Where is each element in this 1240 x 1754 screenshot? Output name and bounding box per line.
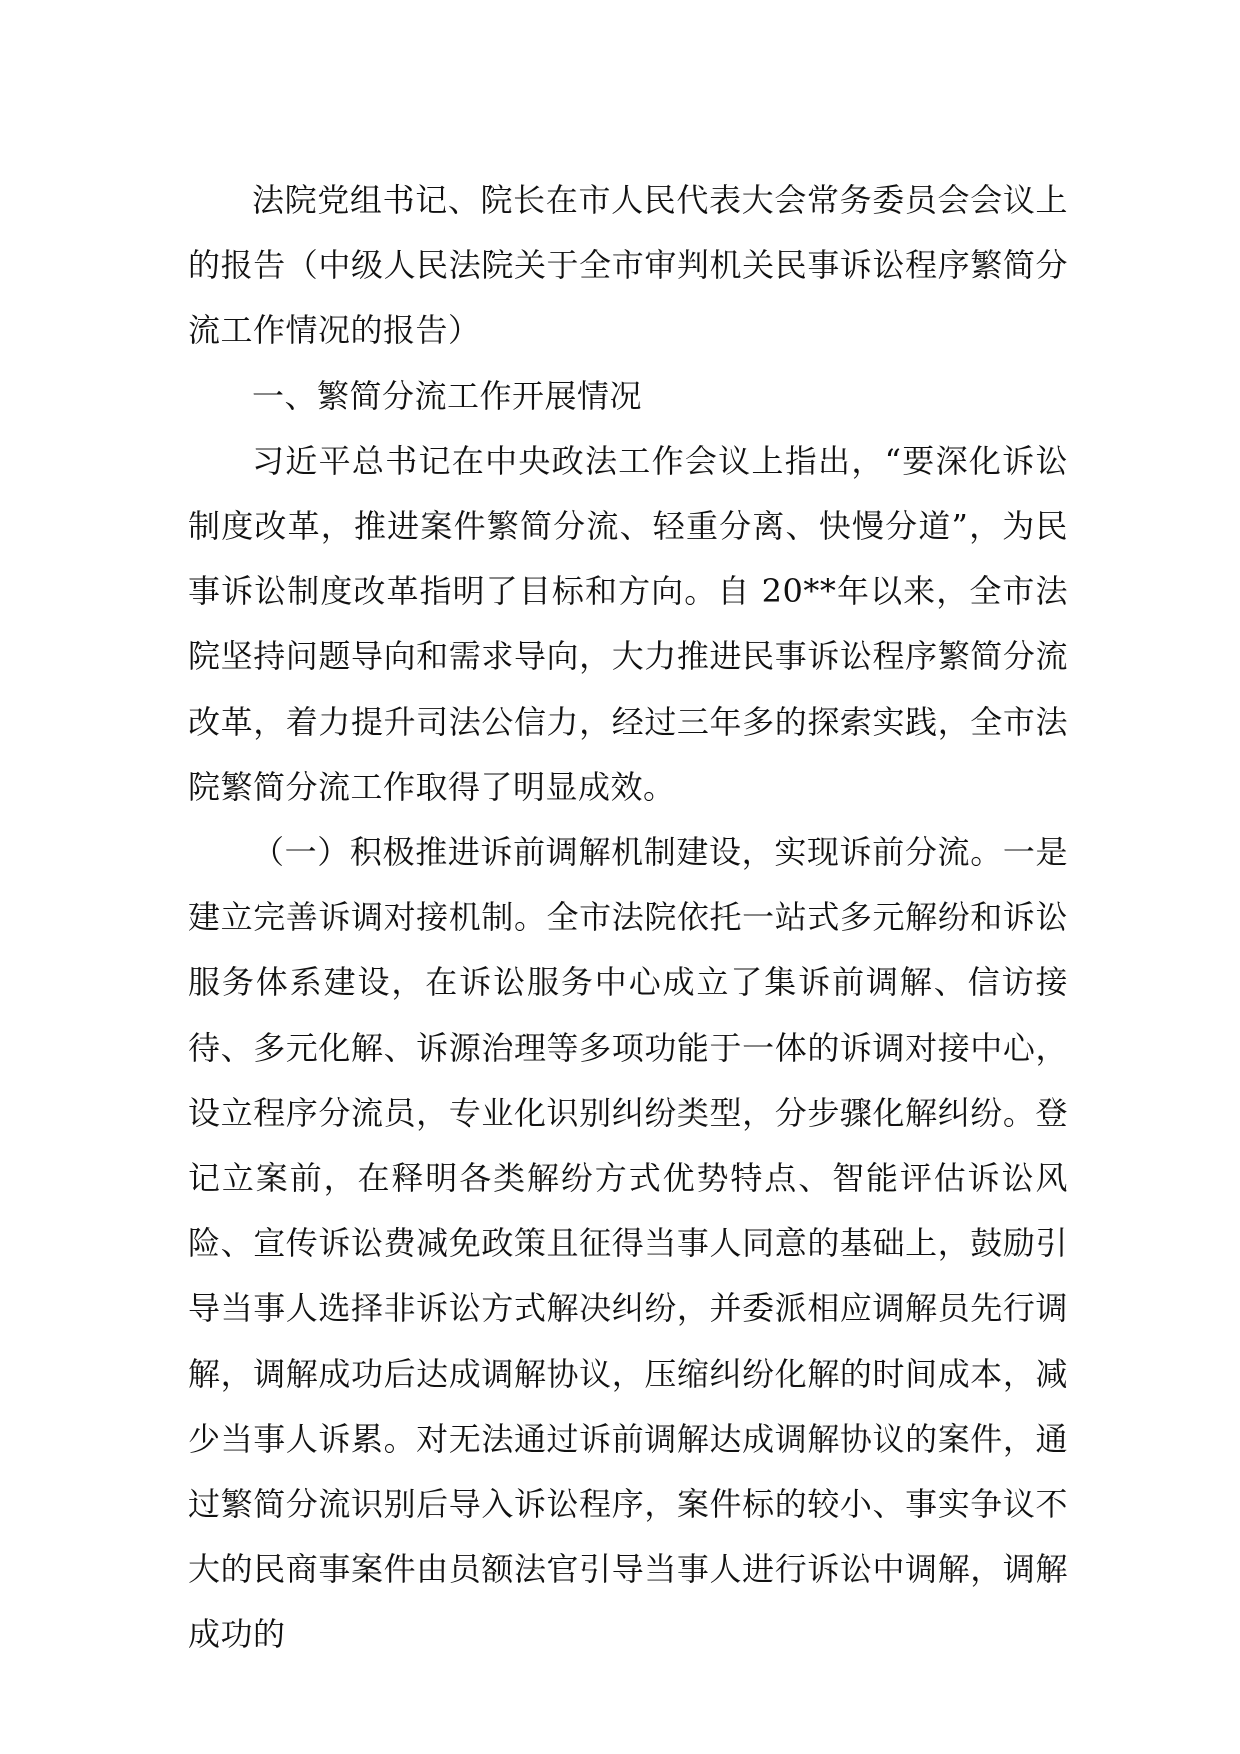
body-paragraph-2: （一）积极推进诉前调解机制建设，实现诉前分流。一是建立完善诉调对接机制。全市法院依托一站式多元解纷和诉讼服务体系建设，在诉讼服务中心成立了集诉前调解、信访接待、多元化解、诉源治理等多项功能于一体的诉调对接中心，设立程序分流员，专业化识别纠纷类型，分步骤化解纠纷。登记立案前，在释明各类解纷方式优势特点、智能评估诉讼风险、宣传诉讼费减免政策且征得当事人同意的基础上，鼓励引导当事人选择非诉讼方式解决纠纷，并委派相应调解员先行调解，调解成功后达成调解协议，压缩纠纷化解的时间成本，减少当事人诉累。对无法通过诉前调解达成调解协议的案件，通过繁简分流识别后导入诉讼程序，案件标的较小、事实争议不大的民商事案件由员额法官引导当事人进行诉讼中调解，调解成功的 (188, 833, 1068, 1654)
body-paragraph-1: 习近平总书记在中央政法工作会议上指出，“要深化诉讼制度改革，推进案件繁简分流、轻重分离、快慢分道”，为民事诉讼制度改革指明了目标和方向。自 20**年以来，全市法院坚持问题导向和需求导向，大力推进民事诉讼程序繁简分流改革，着力提升司法公信力，经过三年多的探索实践，全市法院繁简分流工作取得了明显成效。 (188, 441, 1068, 806)
document-body (188, 168, 1068, 1668)
section-heading: 一、繁简分流工作开展情况 (252, 376, 643, 415)
document-title: 法院党组书记、院长在市人民代表大会常务委员会会议上的报告（中级人民法院关于全市审判机关民事诉讼程序繁简分流工作情况的报告） (188, 181, 1068, 350)
